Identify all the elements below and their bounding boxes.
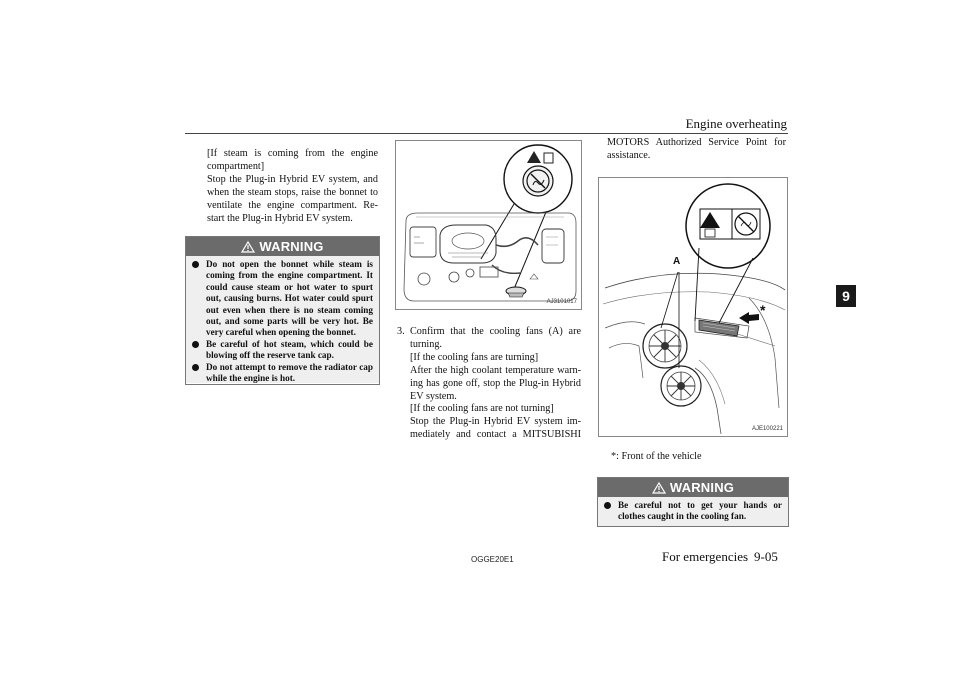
text-line: ventilate the engine compartment. Re- — [207, 199, 378, 211]
steam-paragraph — [207, 148, 378, 225]
warning-heading-text: WARNING — [259, 239, 324, 254]
engine-compartment-figure — [395, 140, 582, 310]
warning-item-text: Do not open the bonnet while steam is coming from the engine compartment. It could cause steam or hot water to spurt out, causing burns. Hot water could spurt out even when there is no steam coming out, and some parts will be very hot. Be very careful when opening the bonnet. — [206, 259, 373, 338]
cooling-fans-figure — [598, 177, 788, 437]
text-line: EV system. — [410, 390, 457, 402]
figure-code: AJE100221 — [751, 426, 783, 432]
text-line: start the Plug-in Hybrid EV system. — [207, 212, 353, 224]
warning-item-text: Be careful of hot steam, which could be blowing off the reserve tank cap. — [206, 338, 373, 361]
text-line: Stop the Plug-in Hybrid EV system im- — [410, 416, 581, 428]
engine-compartment-illustration — [396, 141, 581, 309]
footer-page-number: 9-05 — [754, 549, 778, 564]
warning-heading — [598, 478, 788, 497]
text-line: when the steam stops, raise the bonnet to — [207, 186, 378, 198]
warning-heading — [186, 237, 379, 256]
text-line: [If steam is coming from the engine — [207, 148, 378, 159]
text-line: compartment] — [207, 160, 265, 172]
text-line: ing has gone off, stop the Plug-in Hybrid — [410, 377, 581, 389]
warning-triangle-icon — [241, 241, 255, 253]
warning-box-cooling-fan — [597, 477, 789, 527]
warning-item-text: Be careful not to get your hands or clothes caught in the cooling fan. — [618, 500, 782, 522]
bullet-icon — [192, 341, 199, 348]
text-line: turning. — [410, 338, 442, 350]
warning-body — [598, 497, 788, 526]
footer-doc-code: OGGE20E1 — [471, 555, 514, 564]
figure-code: AJ3101017 — [546, 299, 577, 305]
text-line: MOTORS Authorized Service Point for — [607, 137, 786, 148]
bullet-icon — [604, 502, 611, 509]
page-header-title: Engine overheating — [685, 116, 787, 131]
warning-box-steam — [185, 236, 380, 385]
text-line: mediately and contact a MITSUBISHI — [410, 429, 581, 441]
text-line: [If the cooling fans are not turning] — [410, 403, 554, 415]
text-line: Confirm that the cooling fans (A) are — [410, 326, 581, 337]
step-3-item — [397, 326, 581, 442]
warning-item — [192, 259, 373, 339]
text-line: assistance. — [607, 149, 651, 161]
warning-heading-text: WARNING — [669, 480, 735, 495]
figure-caption: *: Front of the vehicle — [611, 451, 702, 462]
cooling-fans-illustration — [599, 178, 787, 436]
warning-body — [186, 256, 379, 383]
bullet-icon — [192, 364, 199, 371]
chapter-tab: 9 — [836, 285, 856, 307]
footer-section-name: For emergencies — [662, 549, 749, 564]
warning-item — [192, 362, 373, 385]
warning-item — [192, 339, 373, 362]
warning-triangle-icon — [652, 482, 666, 494]
text-line: [If the cooling fans are turning] — [410, 351, 539, 363]
fan-label-a: A — [673, 256, 681, 267]
front-asterisk: * — [760, 302, 766, 318]
text-line: Stop the Plug-in Hybrid EV system, and — [207, 173, 378, 185]
header-rule — [185, 133, 788, 134]
bullet-icon — [192, 261, 199, 268]
warning-item-text: Do not attempt to remove the radiator cap while the engine is hot. — [206, 361, 373, 384]
continuation-paragraph — [607, 137, 786, 163]
text-line: After the high coolant temperature warn- — [410, 364, 581, 376]
warning-item — [604, 500, 782, 523]
step-number: 3. — [397, 326, 405, 337]
